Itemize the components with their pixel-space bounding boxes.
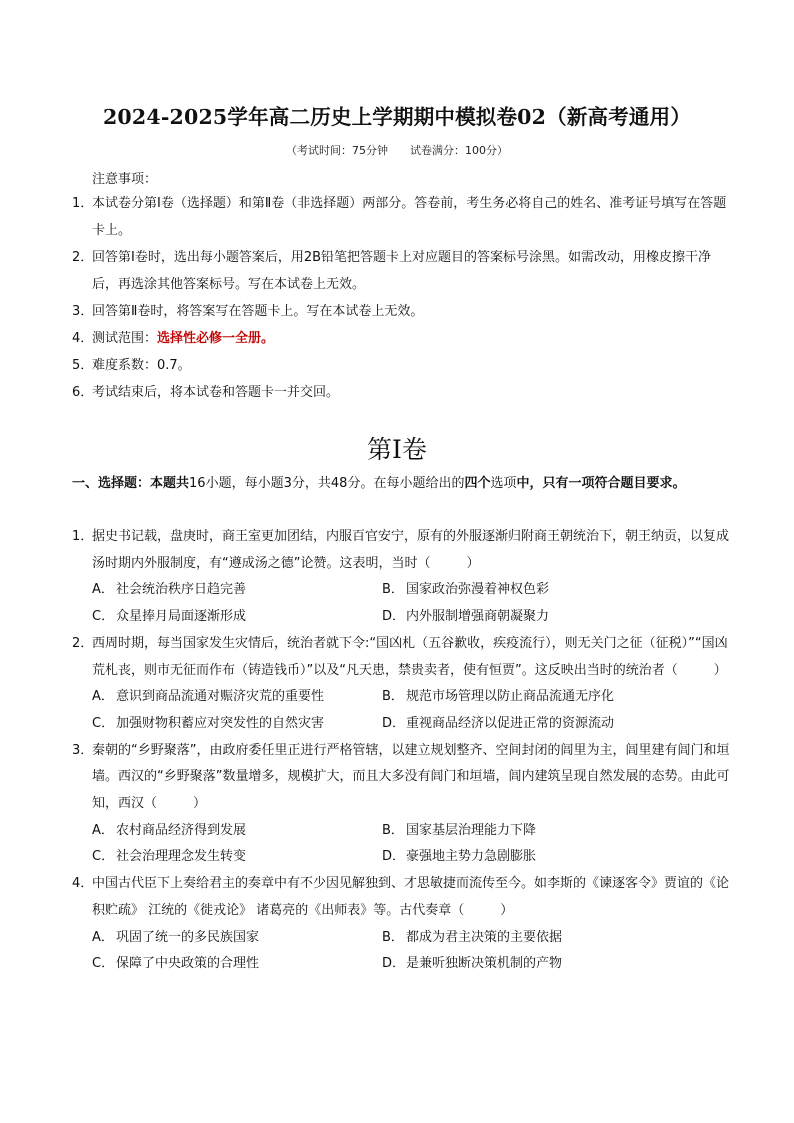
option-text: 农村商品经济得到发展 bbox=[116, 822, 247, 838]
exam-info bbox=[0, 142, 794, 158]
option-label: A． bbox=[92, 689, 114, 705]
option-text: 加强财物积蓄应对突发性的自然灾害 bbox=[116, 715, 325, 731]
notice-item bbox=[72, 298, 732, 325]
option-label: A． bbox=[92, 582, 114, 598]
question bbox=[72, 871, 732, 978]
option bbox=[92, 684, 382, 711]
question-number: 1． bbox=[72, 529, 94, 544]
question-stem: 中国古代臣下上奏给君主的奏章中有不少因见解独到、才思敏捷而流传至今。如李斯的《谏逐客令》贾谊的《论积贮疏》 江统的《徙戎论》 诸葛亮的《出师表》等。古代奏章（ bbox=[92, 876, 730, 918]
option bbox=[382, 604, 672, 631]
test-scope-highlight: 选择性必修一全册。 bbox=[157, 331, 275, 346]
question-stem: 据史书记载，盘庚时，商王室更加团结，内服百官安宁，原有的外服逐渐归附商王朝统治下，朝王纳贡，以复成汤时期内外服制度，有“遵成汤之德”论赞。这表明，当时（ bbox=[92, 529, 730, 571]
option-text: 国家基层治理能力下降 bbox=[406, 822, 537, 838]
option-text: 国家政治弥漫着神权色彩 bbox=[406, 582, 550, 598]
question-stem-end: ） bbox=[500, 902, 514, 918]
option bbox=[382, 818, 672, 845]
section-lead: 一、选择题 bbox=[72, 476, 138, 491]
section-rule: ：本题共 bbox=[137, 476, 190, 491]
question-number: 4． bbox=[72, 876, 94, 892]
option-label: B． bbox=[382, 822, 404, 838]
four-emphasis: 四个 bbox=[464, 476, 491, 491]
option bbox=[92, 818, 382, 845]
notice-text: 考试结束后，将本试卷和答题卡一并交回。 bbox=[92, 385, 340, 400]
notice-text: 回答第Ⅰ卷时，选出每小题答案后，用2B铅笔把答题卡上对应题目的答案标号涂黑。如需改动，用橡皮擦干净后，再选涂其他答案标号。写在本试卷上无效。 bbox=[92, 250, 712, 292]
option-text: 豪强地主势力急剧膨胀 bbox=[406, 849, 537, 865]
notice-heading: 注意事项： bbox=[92, 172, 158, 187]
option-text: 巩固了统一的多民族国家 bbox=[116, 929, 260, 945]
option-label: D． bbox=[382, 956, 406, 972]
notice-number: 4． bbox=[72, 331, 94, 346]
option-text: 社会统治秩序日趋完善 bbox=[116, 582, 247, 598]
section-rule: 中，只有一项符合题目要求。 bbox=[516, 476, 686, 491]
notice-text: 本试卷分第Ⅰ卷（选择题）和第Ⅱ卷（非选择题）两部分。答卷前，考生务必将自己的姓名、准考证号填写在答题卡上。 bbox=[92, 196, 727, 238]
option-label: B． bbox=[382, 689, 404, 705]
option-label: D． bbox=[382, 609, 406, 625]
option-label: B． bbox=[382, 582, 404, 598]
question-number: 2． bbox=[72, 635, 94, 651]
notice-number: 6． bbox=[72, 385, 94, 400]
option-list bbox=[92, 925, 732, 978]
section-rule: 小题，每小题 bbox=[205, 476, 284, 491]
option-list bbox=[92, 684, 732, 737]
question bbox=[72, 524, 732, 631]
question-stem-end: ） bbox=[713, 662, 727, 678]
full-score: 试卷满分：100分） bbox=[410, 144, 508, 157]
notice-number: 3． bbox=[72, 304, 94, 319]
question-stem-end: ） bbox=[193, 796, 207, 812]
option bbox=[92, 711, 382, 738]
section-instructions bbox=[72, 471, 726, 497]
option bbox=[382, 577, 672, 604]
option-label: D． bbox=[382, 849, 406, 865]
option-text: 意识到商品流通对赈济灾荒的重要性 bbox=[116, 689, 325, 705]
question-count: 16 bbox=[189, 476, 206, 491]
option-label: C． bbox=[92, 715, 115, 731]
notice-text: 测试范围： bbox=[92, 331, 158, 346]
option bbox=[92, 844, 382, 871]
option bbox=[92, 951, 382, 978]
option-list bbox=[92, 577, 732, 630]
option-label: D． bbox=[382, 715, 406, 731]
option bbox=[92, 604, 382, 631]
notice-number: 5． bbox=[72, 358, 94, 373]
notice-text: 难度系数：0.7。 bbox=[92, 358, 191, 373]
option-label: C． bbox=[92, 609, 115, 625]
notice-item bbox=[72, 352, 732, 379]
question-stem: 西周时期，每当国家发生灾情后，统治者就下令:“国凶札（五谷歉收，疾疫流行），则无关门之征（征税）”“国凶荒札丧，则市无征而作布（铸造钱币）”以及“凡天患，禁贵卖者，使有恒贾”。这反映出当时的统治者（ bbox=[92, 635, 728, 678]
points-each: 3 bbox=[283, 476, 292, 491]
notice-item bbox=[72, 379, 732, 406]
notice-number: 1． bbox=[72, 196, 94, 211]
option-label: A． bbox=[92, 822, 114, 838]
option-label: A． bbox=[92, 929, 114, 945]
section-rule: 分，共 bbox=[291, 476, 331, 491]
option bbox=[382, 925, 672, 952]
notice-item bbox=[72, 244, 732, 298]
page-title: 2024-2025学年高二历史上学期期中模拟卷02（新高考通用） bbox=[102, 105, 692, 129]
notice-number: 2． bbox=[72, 250, 94, 265]
notice-list bbox=[72, 190, 732, 406]
option bbox=[382, 844, 672, 871]
option-text: 内外服制增强商朝凝聚力 bbox=[406, 609, 550, 625]
part-title: 第Ⅰ卷 bbox=[367, 435, 427, 464]
option-text: 规范市场管理以防止商品流通无序化 bbox=[406, 689, 615, 705]
section-rule: 分。在每小题给出的 bbox=[347, 476, 465, 491]
question-stem-end: ） bbox=[466, 555, 480, 571]
option-label: C． bbox=[92, 849, 115, 865]
notice-text: 回答第Ⅱ卷时，将答案写在答题卡上。写在本试卷上无效。 bbox=[92, 304, 424, 319]
option-label: B． bbox=[382, 929, 404, 945]
question-number: 3． bbox=[72, 742, 94, 758]
option bbox=[92, 925, 382, 952]
question bbox=[72, 631, 732, 738]
question-list bbox=[72, 524, 732, 978]
question-stem: 秦朝的“乡野聚落”，由政府委任里正进行严格管辖，以建立规划整齐、空间封闭的闾里为主，闾里建有闾门和垣墙。西汉的“乡野聚落”数量增多，规模扩大，而且大多没有闾门和垣墙，闾内建筑呈现自然发展的态势。由此可知，西汉（ bbox=[92, 742, 730, 812]
option-text: 众星捧月局面逐渐形成 bbox=[116, 609, 247, 625]
option bbox=[92, 577, 382, 604]
option-text: 社会治理理念发生转变 bbox=[116, 849, 247, 865]
option-text: 保障了中央政策的合理性 bbox=[116, 956, 260, 972]
option bbox=[382, 951, 672, 978]
notice-item bbox=[72, 325, 732, 352]
option-text: 是兼听独断决策机制的产物 bbox=[406, 956, 563, 972]
notice-item bbox=[72, 190, 732, 244]
exam-time: （考试时间：75分钟 bbox=[286, 144, 388, 157]
points-total: 48 bbox=[330, 476, 348, 491]
section-rule: 选项 bbox=[490, 476, 517, 491]
option-list bbox=[92, 818, 732, 871]
option bbox=[382, 711, 672, 738]
question bbox=[72, 738, 732, 872]
option-label: C． bbox=[92, 956, 115, 972]
option bbox=[382, 684, 672, 711]
option-text: 重视商品经济以促进正常的资源流动 bbox=[406, 715, 615, 731]
option-text: 都成为君主决策的主要依据 bbox=[406, 929, 563, 945]
